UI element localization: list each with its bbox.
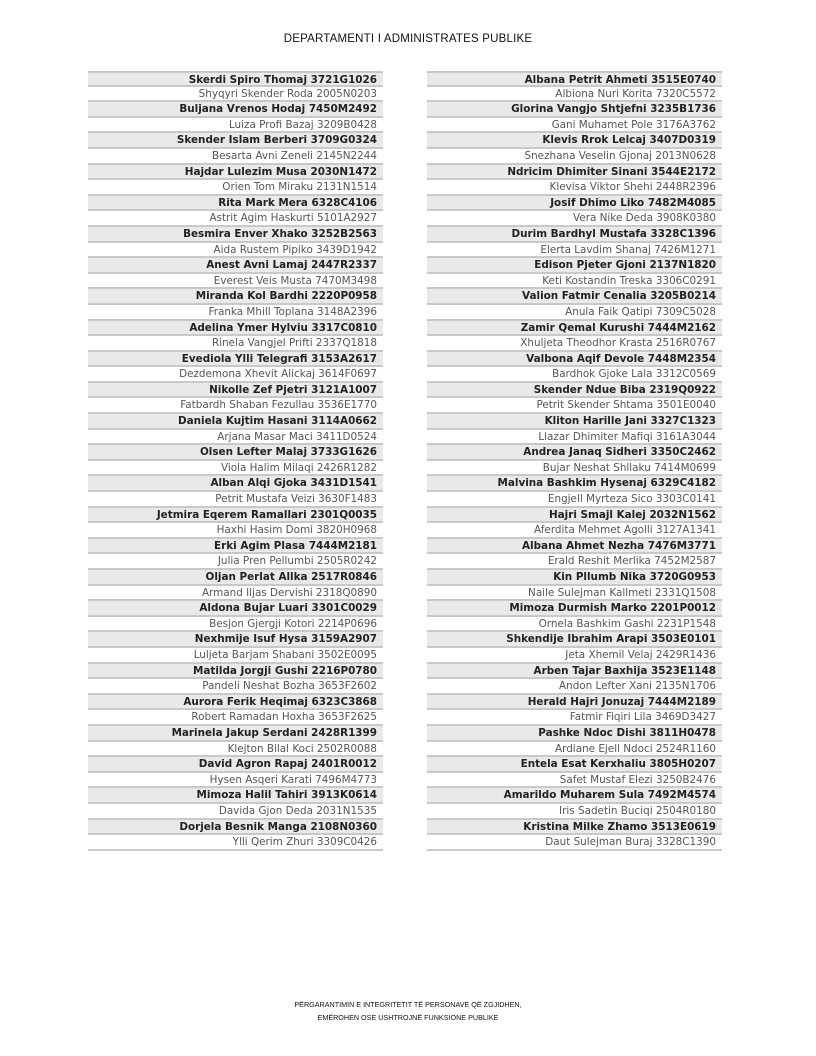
list-item: Llazar Dhimiter Mafiqi 3161A3044 — [427, 430, 722, 446]
list-item: Shkendije Ibrahim Arapi 3503E0101 — [427, 632, 722, 648]
list-item: Luljeta Barjam Shabani 3502E0095 — [88, 648, 383, 664]
list-item: Daut Sulejman Buraj 3328C1390 — [427, 835, 722, 851]
list-item: Julia Pren Pellumbi 2505R0242 — [88, 554, 383, 570]
list-item: Durim Bardhyl Mustafa 3328C1396 — [427, 227, 722, 243]
list-item: Jetmira Eqerem Ramallari 2301Q0035 — [88, 508, 383, 524]
list-item: Dezdemona Xhevit Alickaj 3614F0697 — [88, 367, 383, 383]
list-item: Mimoza Durmish Marko 2201P0012 — [427, 601, 722, 617]
list-item: Klevisa Viktor Shehi 2448R2396 — [427, 180, 722, 196]
list-item: Pandeli Neshat Bozha 3653F2602 — [88, 679, 383, 695]
list-item: Jeta Xhemil Velaj 2429R1436 — [427, 648, 722, 664]
list-item: Engjell Myrteza Sico 3303C0141 — [427, 492, 722, 508]
list-item: Glorina Vangjo Shtjefni 3235B1736 — [427, 102, 722, 118]
list-item: Skerdi Spiro Thomaj 3721G1026 — [88, 71, 383, 87]
list-item: Daniela Kujtim Hasani 3114A0662 — [88, 414, 383, 430]
list-item: Andrea Janaq Sidheri 3350C2462 — [427, 445, 722, 461]
list-item: Arben Tajar Baxhija 3523E1148 — [427, 664, 722, 680]
list-item: Zamir Qemal Kurushi 7444M2162 — [427, 321, 722, 337]
list-item: Miranda Kol Bardhi 2220P0958 — [88, 289, 383, 305]
list-item: Petrit Skender Shtama 3501E0040 — [427, 398, 722, 414]
list-item: Ardiane Ejell Ndoci 2524R1160 — [427, 742, 722, 758]
list-item: Besarta Avni Zeneli 2145N2244 — [88, 149, 383, 165]
list-item: Klejton Bilal Koci 2502R0088 — [88, 742, 383, 758]
page-title: DEPARTAMENTI I ADMINISTRATES PUBLIKE — [283, 33, 533, 45]
list-item: Armand Iljas Dervishi 2318Q0890 — [88, 586, 383, 602]
list-item: Skender Islam Berberi 3709G0324 — [88, 133, 383, 149]
list-item: Iris Sadetin Buciqi 2504R0180 — [427, 804, 722, 820]
list-item: Skender Ndue Biba 2319Q0922 — [427, 383, 722, 399]
list-item: Arjana Masar Maci 3411D0524 — [88, 430, 383, 446]
list-item: Nexhmije Isuf Hysa 3159A2907 — [88, 632, 383, 648]
list-item: Albiona Nuri Korita 7320C5572 — [427, 87, 722, 103]
list-item: Naile Sulejman Kallmeti 2331Q1508 — [427, 586, 722, 602]
list-item: Shyqyri Skender Roda 2005N0203 — [88, 87, 383, 103]
list-item: Xhuljeta Theodhor Krasta 2516R0767 — [427, 336, 722, 352]
list-item: Klevis Rrok Lelcaj 3407D0319 — [427, 133, 722, 149]
list-item: Rita Mark Mera 6328C4106 — [88, 196, 383, 212]
list-item: Albana Ahmet Nezha 7476M3771 — [427, 539, 722, 555]
list-item: Josif Dhimo Liko 7482M4085 — [427, 196, 722, 212]
list-item: Kin Pllumb Nika 3720G0953 — [427, 570, 722, 586]
left-name-list — [88, 71, 383, 851]
list-item: Andon Lefter Xani 2135N1706 — [427, 679, 722, 695]
list-item: Valion Fatmir Cenalia 3205B0214 — [427, 289, 722, 305]
list-item: Bardhok Gjoke Lala 3312C0569 — [427, 367, 722, 383]
list-item: Erald Reshit Merlika 7452M2587 — [427, 554, 722, 570]
list-item: Hysen Asqeri Karati 7496M4773 — [88, 773, 383, 789]
list-item: Ylli Qerim Zhuri 3309C0426 — [88, 835, 383, 851]
list-item: Amarildo Muharem Sula 7492M4574 — [427, 788, 722, 804]
list-item: Hajri Smajl Kalej 2032N1562 — [427, 508, 722, 524]
footer-line-2: EMËROHEN OSE USHTROJNË FUNKSIONE PUBLIKE — [317, 1013, 499, 1022]
list-item: Dorjela Besnik Manga 2108N0360 — [88, 820, 383, 836]
list-item: Anest Avni Lamaj 2447R2337 — [88, 258, 383, 274]
list-item: Orien Tom Miraku 2131N1514 — [88, 180, 383, 196]
list-item: Elerta Lavdim Shanaj 7426M1271 — [427, 243, 722, 259]
list-item: Marinela Jakup Serdani 2428R1399 — [88, 726, 383, 742]
list-item: Hajdar Lulezim Musa 2030N1472 — [88, 165, 383, 181]
list-item: Rinela Vangjel Prifti 2337Q1818 — [88, 336, 383, 352]
list-item: Oljan Perlat Allka 2517R0846 — [88, 570, 383, 586]
list-item: Haxhi Hasim Domi 3820H0968 — [88, 523, 383, 539]
list-item: Davida Gjon Deda 2031N1535 — [88, 804, 383, 820]
list-item: Buljana Vrenos Hodaj 7450M2492 — [88, 102, 383, 118]
footer-line-1: PËRGARANTIMIN E INTEGRITETIT TË PERSONAVE QË ZGJIDHEN, — [294, 1000, 522, 1009]
right-name-list — [427, 71, 722, 851]
list-item: Keti Kostandin Treska 3306C0291 — [427, 274, 722, 290]
list-item: David Agron Rapaj 2401R0012 — [88, 757, 383, 773]
list-item: Aurora Ferik Heqimaj 6323C3868 — [88, 695, 383, 711]
list-item: Besjon Gjergji Kotori 2214P0696 — [88, 617, 383, 633]
list-item: Besmira Enver Xhako 3252B2563 — [88, 227, 383, 243]
list-item: Luiza Profi Bazaj 3209B0428 — [88, 118, 383, 134]
list-item: Snezhana Veselin Gjonaj 2013N0628 — [427, 149, 722, 165]
list-item: Vera Nike Deda 3908K0380 — [427, 211, 722, 227]
list-item: Astrit Agim Haskurti 5101A2927 — [88, 211, 383, 227]
list-item: Ndricim Dhimiter Sinani 3544E2172 — [427, 165, 722, 181]
list-item: Franka Mhill Toplana 3148A2396 — [88, 305, 383, 321]
page-footer — [0, 998, 816, 1024]
list-item: Albana Petrit Ahmeti 3515E0740 — [427, 71, 722, 87]
list-item: Pashke Ndoc Dishi 3811H0478 — [427, 726, 722, 742]
list-item: Fatmir Fiqiri Lila 3469D3427 — [427, 710, 722, 726]
list-item: Anula Faik Qatipi 7309C5028 — [427, 305, 722, 321]
list-item: Kliton Harille Jani 3327C1323 — [427, 414, 722, 430]
list-item: Nikolle Zef Pjetri 3121A1007 — [88, 383, 383, 399]
list-item: Gani Muhamet Pole 3176A3762 — [427, 118, 722, 134]
list-item: Erki Agim Plasa 7444M2181 — [88, 539, 383, 555]
list-item: Bujar Neshat Shllaku 7414M0699 — [427, 461, 722, 477]
list-item: Evediola Ylli Telegrafi 3153A2617 — [88, 352, 383, 368]
list-item: Aida Rustem Pipiko 3439D1942 — [88, 243, 383, 259]
list-item: Olsen Lefter Malaj 3733G1626 — [88, 445, 383, 461]
list-item: Robert Ramadan Hoxha 3653F2625 — [88, 710, 383, 726]
list-item: Mimoza Halil Tahiri 3913K0614 — [88, 788, 383, 804]
list-item: Viola Halim Milaqi 2426R1282 — [88, 461, 383, 477]
list-item: Herald Hajri Jonuzaj 7444M2189 — [427, 695, 722, 711]
list-item: Safet Mustaf Elezi 3250B2476 — [427, 773, 722, 789]
list-item: Entela Esat Kerxhaliu 3805H0207 — [427, 757, 722, 773]
list-item: Malvina Bashkim Hysenaj 6329C4182 — [427, 476, 722, 492]
list-item: Alban Alqi Gjoka 3431D1541 — [88, 476, 383, 492]
list-item: Matilda Jorgji Gushi 2216P0780 — [88, 664, 383, 680]
list-item: Ornela Bashkim Gashi 2231P1548 — [427, 617, 722, 633]
list-item: Petrit Mustafa Veizi 3630F1483 — [88, 492, 383, 508]
list-item: Aldona Bujar Luari 3301C0029 — [88, 601, 383, 617]
list-item: Kristina Milke Zhamo 3513E0619 — [427, 820, 722, 836]
list-item: Adelina Ymer Hylviu 3317C0810 — [88, 321, 383, 337]
list-item: Aferdita Mehmet Agolli 3127A1341 — [427, 523, 722, 539]
list-item: Everest Veis Musta 7470M3498 — [88, 274, 383, 290]
list-item: Valbona Aqif Devole 7448M2354 — [427, 352, 722, 368]
list-item: Fatbardh Shaban Fezullau 3536E1770 — [88, 398, 383, 414]
list-item: Edison Pjeter Gjoni 2137N1820 — [427, 258, 722, 274]
